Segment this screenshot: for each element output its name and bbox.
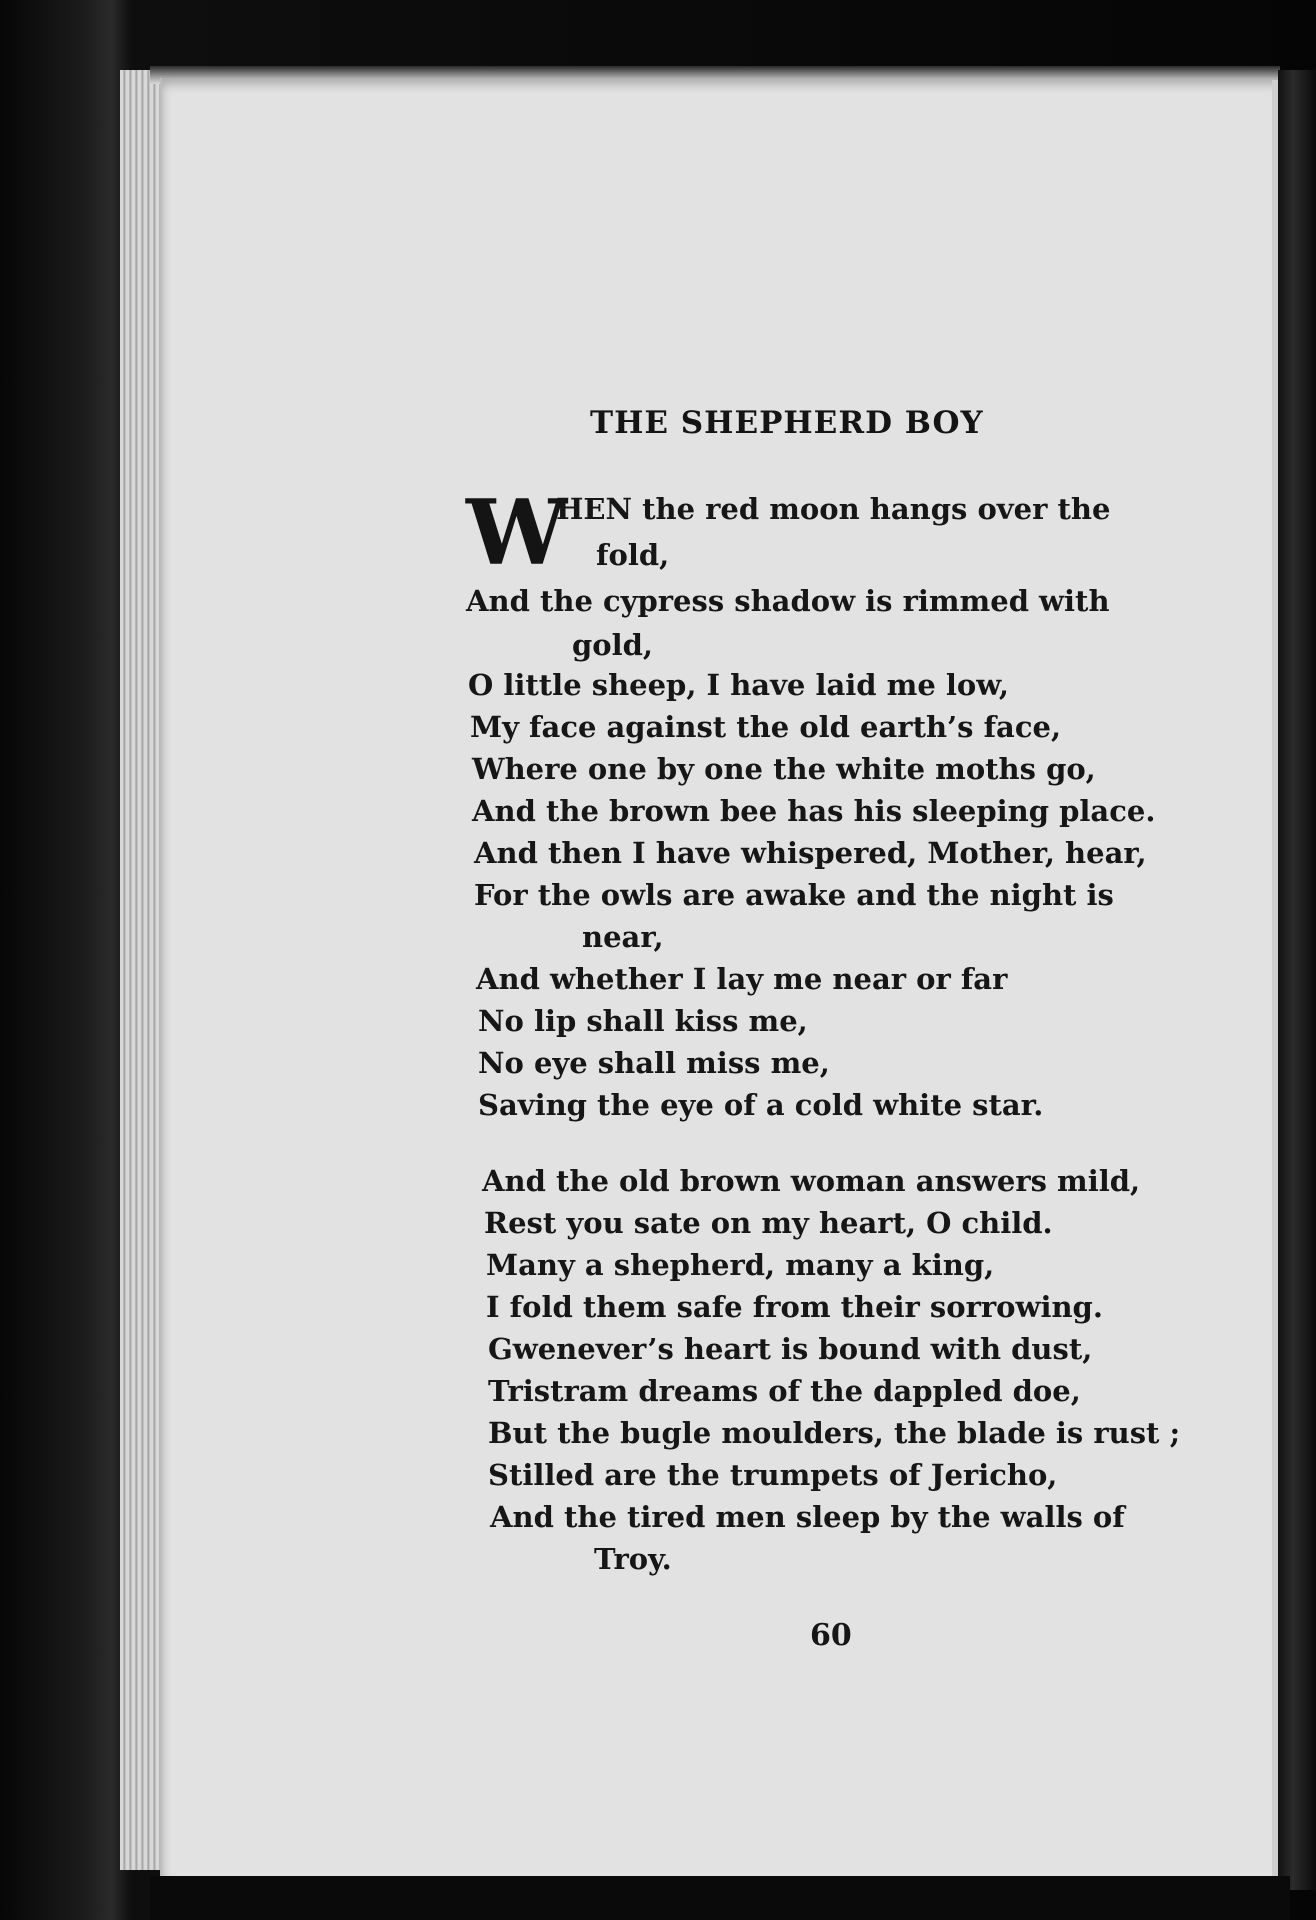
- poem-line: Saving the eye of a cold white star.: [478, 1088, 1044, 1122]
- poem-line: HEN the red moon hangs over the: [556, 492, 1111, 526]
- drop-cap: W: [466, 480, 568, 586]
- poem-line: For the owls are awake and the night is: [474, 878, 1114, 912]
- poem-line: O little sheep, I have laid me low,: [468, 668, 1009, 702]
- poem-line: And the tired men sleep by the walls of: [490, 1500, 1125, 1534]
- poem-line: near,: [582, 920, 664, 954]
- poem-line: Where one by one the white moths go,: [472, 752, 1096, 786]
- poem-line: My face against the old earth’s face,: [470, 710, 1062, 744]
- poem-line: I fold them safe from their sorrowing.: [486, 1290, 1103, 1324]
- poem-line: Many a shepherd, many a king,: [486, 1248, 995, 1282]
- poem-line: And then I have whispered, Mother, hear,: [474, 836, 1147, 870]
- poem-line: gold,: [572, 628, 654, 662]
- gutter-shadow: [1278, 70, 1316, 1890]
- poem-line: And the cypress shadow is rimmed with: [466, 584, 1110, 618]
- poem-line: No lip shall kiss me,: [478, 1004, 808, 1038]
- poem-line: Gwenever’s heart is bound with dust,: [488, 1332, 1093, 1366]
- poem-line: fold,: [596, 538, 670, 572]
- poem-line: And the old brown woman answers mild,: [482, 1164, 1141, 1198]
- poem-line: Troy.: [594, 1542, 672, 1576]
- bottom-shadow: [150, 1876, 1290, 1920]
- poem-line: Stilled are the trumpets of Jericho,: [488, 1458, 1058, 1492]
- poem-line: Rest you sate on my heart, O child.: [484, 1206, 1053, 1240]
- poem-line: No eye shall miss me,: [478, 1046, 830, 1080]
- poem-line: And the brown bee has his sleeping place.: [472, 794, 1156, 828]
- poem-line: But the bugle moulders, the blade is rust ;: [488, 1416, 1181, 1450]
- page-number: 60: [810, 1618, 852, 1653]
- poem-line: Tristram dreams of the dappled doe,: [488, 1374, 1081, 1408]
- poem-title: THE SHEPHERD BOY: [590, 405, 984, 441]
- poem-line: And whether I lay me near or far: [476, 962, 1008, 996]
